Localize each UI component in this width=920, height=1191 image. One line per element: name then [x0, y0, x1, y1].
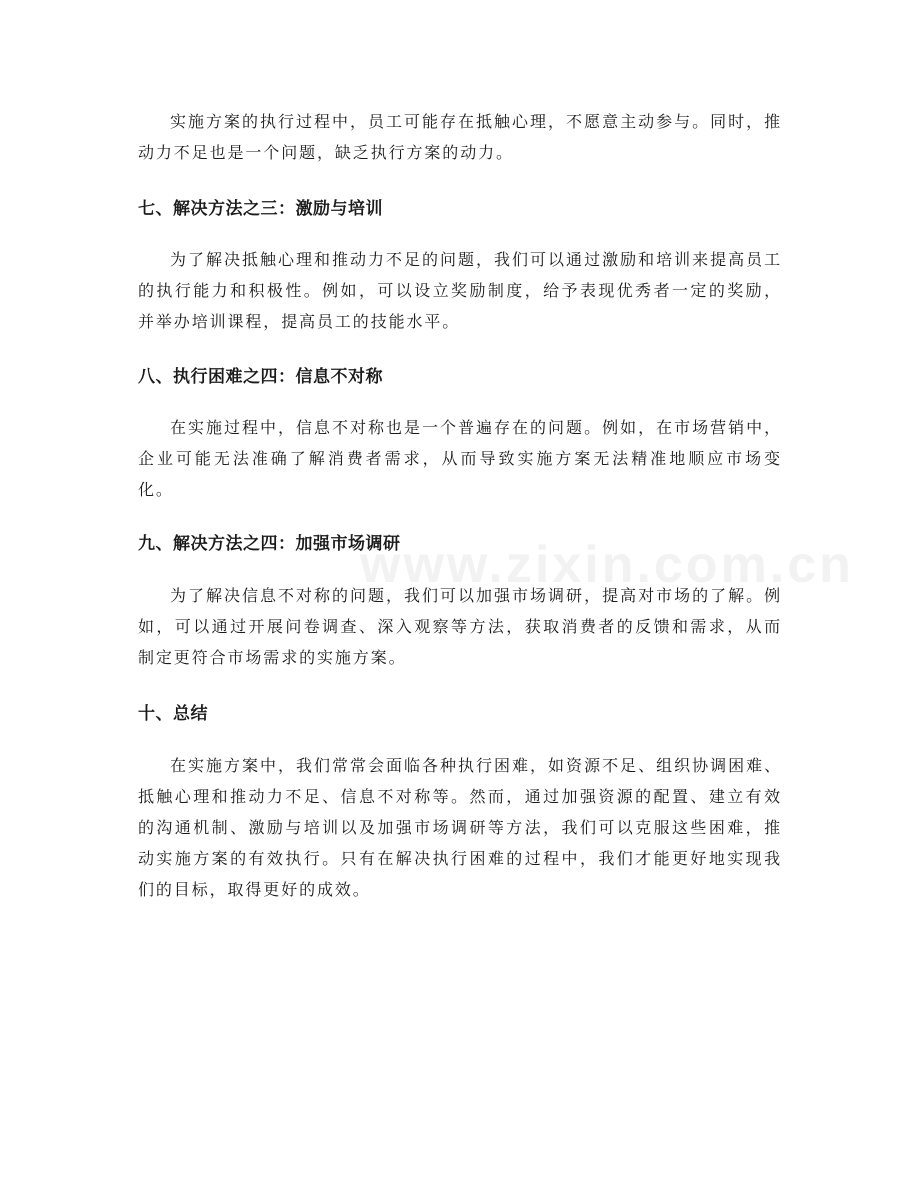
intro-paragraph: 实施方案的执行过程中，员工可能存在抵触心理，不愿意主动参与。同时，推动力不足也是一个问题，缺乏执行方案的动力。	[138, 112, 782, 162]
section-7-paragraph: 为了解决抵触心理和推动力不足的问题，我们可以通过激励和培训来提高员工的执行能力和积极性。例如，可以设立奖励制度，给予表现优秀者一定的奖励，并举办培训课程，提高员工的技能水平。	[138, 250, 782, 331]
document-page	[138, 106, 782, 905]
watermark: www.zixin.com.cn	[360, 536, 854, 594]
section-10-heading: 十、总结	[138, 704, 208, 724]
section-9-paragraph: 为了解决信息不对称的问题，我们可以加强市场调研，提高对市场的了解。例如，可以通过开展问卷调查、深入观察等方法，获取消费者的反馈和需求，从而制定更符合市场需求的实施方案。	[138, 586, 782, 667]
section-8-heading: 八、执行困难之四：信息不对称	[138, 367, 383, 387]
section-7-heading: 七、解决方法之三：激励与培训	[138, 199, 383, 219]
section-8-paragraph: 在实施过程中，信息不对称也是一个普遍存在的问题。例如，在市场营销中，企业可能无法准确了解消费者需求，从而导致实施方案无法精准地顺应市场变化。	[138, 418, 782, 499]
section-9-heading: 九、解决方法之四：加强市场调研	[138, 534, 401, 554]
section-10-paragraph: 在实施方案中，我们常常会面临各种执行困难，如资源不足、组织协调困难、抵触心理和推动力不足、信息不对称等。然而，通过加强资源的配置、建立有效的沟通机制、激励与培训以及加强市场调研等方法，我们可以克服这些困难，推动实施方案的有效执行。只有在解决执行困难的过程中，我们才能更好地实现我们的目标，取得更好的成效。	[138, 756, 782, 899]
